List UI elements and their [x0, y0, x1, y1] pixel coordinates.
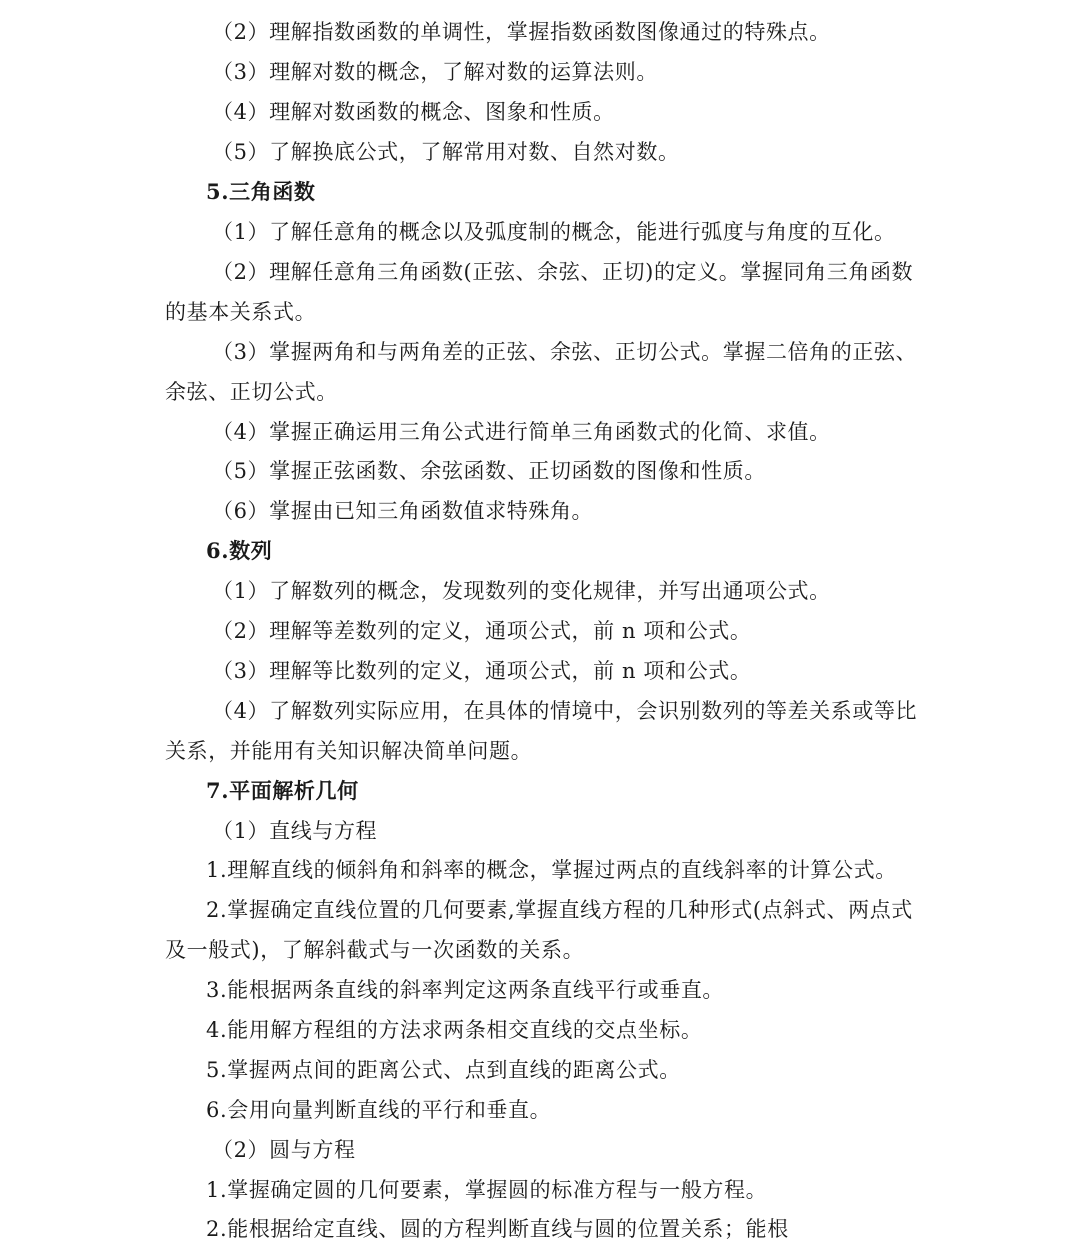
text-line: （5）了解换底公式，了解常用对数、自然对数。 — [212, 140, 680, 164]
text-line: 的基本关系式。 — [165, 300, 317, 324]
text-line: 2.能根据给定直线、圆的方程判断直线与圆的位置关系；能根 — [206, 1217, 789, 1241]
section-heading: 5.三角函数 — [206, 179, 316, 204]
text-line: （2）理解任意角三角函数(正弦、余弦、正切)的定义。掌握同角三角函数 — [212, 260, 914, 284]
text-line: （3）掌握两角和与两角差的正弦、余弦、正切公式。掌握二倍角的正弦、 — [212, 340, 918, 364]
text-line: （4）掌握正确运用三角公式进行简单三角函数式的化简、求值。 — [212, 420, 831, 444]
text-line: （6）掌握由已知三角函数值求特殊角。 — [212, 499, 594, 523]
subsection-heading: （2）圆与方程 — [212, 1138, 356, 1162]
text-line: （3）理解对数的概念，了解对数的运算法则。 — [212, 60, 658, 84]
text-line: 余弦、正切公式。 — [165, 380, 338, 404]
text-line: 1.理解直线的倾斜角和斜率的概念，掌握过两点的直线斜率的计算公式。 — [206, 858, 897, 882]
section-heading: 6.数列 — [206, 538, 273, 563]
text-line: （2）理解等差数列的定义，通项公式，前 n 项和公式。 — [212, 619, 752, 643]
text-line: （4）了解数列实际应用，在具体的情境中，会识别数列的等差关系或等比 — [212, 699, 918, 723]
text-line: （3）理解等比数列的定义，通项公式，前 n 项和公式。 — [212, 659, 752, 683]
text-line: 5.掌握两点间的距离公式、点到直线的距离公式。 — [206, 1058, 681, 1082]
text-line: 及一般式)，了解斜截式与一次函数的关系。 — [165, 938, 585, 962]
text-line: 2.掌握确定直线位置的几何要素,掌握直线方程的几种形式(点斜式、两点式 — [206, 898, 913, 922]
text-line: 1.掌握确定圆的几何要素，掌握圆的标准方程与一般方程。 — [206, 1178, 768, 1202]
text-line: （1）了解任意角的概念以及弧度制的概念，能进行弧度与角度的互化。 — [212, 220, 896, 244]
text-line: 6.会用向量判断直线的平行和垂直。 — [206, 1098, 552, 1122]
text-line: 3.能根据两条直线的斜率判定这两条直线平行或垂直。 — [206, 978, 725, 1002]
text-line: （1）了解数列的概念，发现数列的变化规律，并写出通项公式。 — [212, 579, 831, 603]
text-line: （5）掌握正弦函数、余弦函数、正切函数的图像和性质。 — [212, 459, 766, 483]
text-line: 4.能用解方程组的方法求两条相交直线的交点坐标。 — [206, 1018, 703, 1042]
section-heading: 7.平面解析几何 — [206, 778, 359, 803]
text-line: 关系，并能用有关知识解决简单问题。 — [165, 739, 533, 763]
text-line: （4）理解对数函数的概念、图象和性质。 — [212, 100, 615, 124]
subsection-heading: （1）直线与方程 — [212, 819, 378, 843]
text-line: （2）理解指数函数的单调性，掌握指数函数图像通过的特殊点。 — [212, 20, 831, 44]
